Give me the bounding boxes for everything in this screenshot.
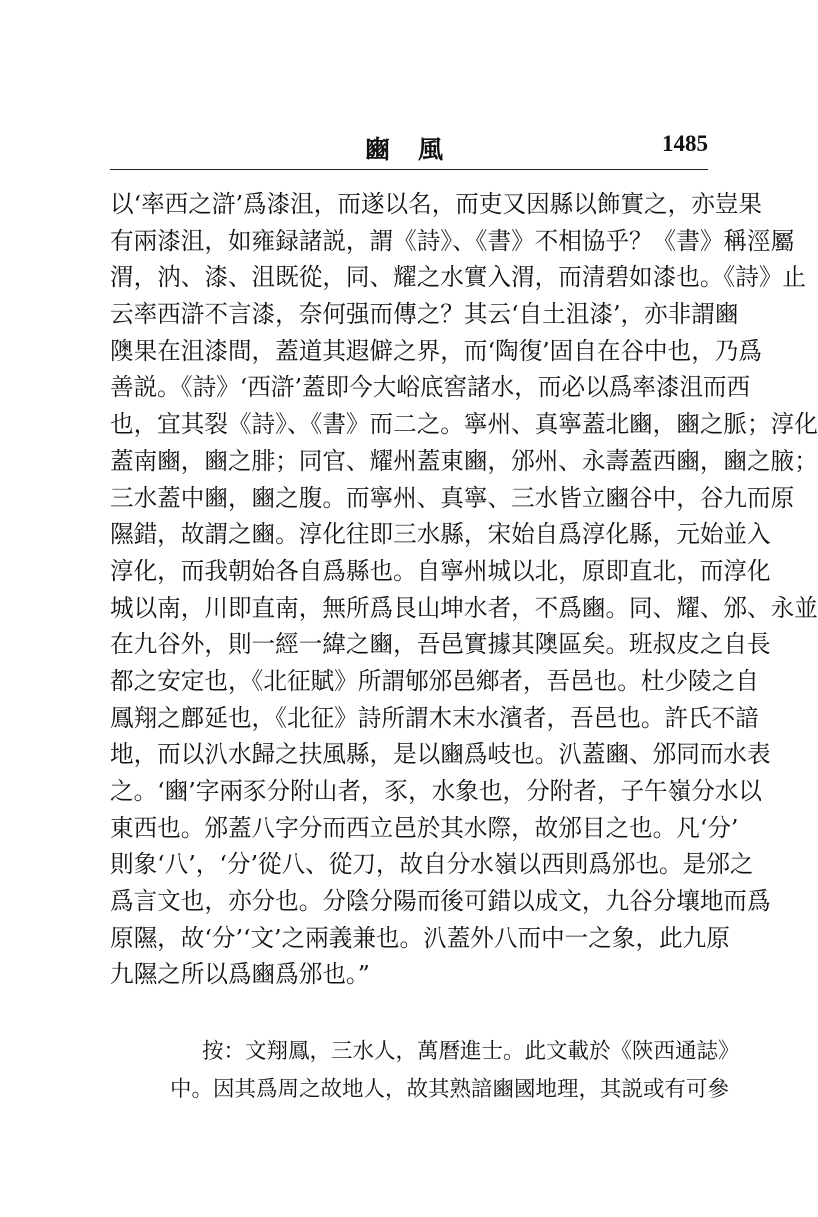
text-line: 隰錯，故謂之豳。淳化往即三水縣，宋始自爲淳化縣，元始並入 <box>110 520 771 549</box>
page-number: 1485 <box>662 131 708 156</box>
text-line: 隩果在沮漆間，蓋道其遐僻之界，而‘陶復’固自在谷中也，乃爲 <box>110 336 763 365</box>
text-line: 也，宜其裂《詩》、《書》而二之。寧州、真寧蓋北豳，豳之脈；淳化 <box>110 410 818 439</box>
editor-note <box>110 1033 740 1109</box>
text-line: 渭，汭、漆、沮既從，同、耀之水實入渭，而清碧如漆也。《詩》止 <box>110 263 807 292</box>
note-line: 按：文翔鳳，三水人，萬曆進士。此文載於《陝西通誌》 <box>202 1039 740 1064</box>
text-line: 在九谷外，則一經一緯之豳，吾邑實據其隩區矣。班叔皮之自長 <box>110 630 771 659</box>
text-line: 城以南，川即直南，無所爲艮山坤水者，不爲豳。同、耀、邠、永並 <box>110 593 818 622</box>
text-line: 之。‘豳’字兩豕分附山者，豕，水象也，分附者，子午嶺分水以 <box>110 777 763 805</box>
text-line: 九隰之所以爲豳爲邠也。” <box>110 960 370 989</box>
text-line: 原隰，故‘分’‘文’之兩義兼也。汃蓋外八而中一之象，此九原 <box>110 923 730 952</box>
text-line: 地，而以汃水歸之扶風縣，是以豳爲岐也。汃蓋豳、邠同而水表 <box>110 740 771 769</box>
text-line: 則象‘八’，‘分’從八、從刀，故自分水嶺以西則爲邠也。是邠之 <box>110 850 754 879</box>
section-title: 豳風 <box>365 135 472 164</box>
text-line: 善説。《詩》‘西滸’蓋即今大峪底窖諸水，而必以爲率漆沮而西 <box>110 373 751 402</box>
text-line: 淳化，而我朝始各自爲縣也。自寧州城以北，原即直北，而淳化 <box>110 556 771 585</box>
text-line: 三水蓋中豳，豳之腹。而寧州、真寧、三水皆立豳谷中，谷九而原 <box>110 483 795 512</box>
text-line: 東西也。邠蓋八字分而西立邑於其水際，故邠目之也。凡‘分’ <box>110 813 739 842</box>
text-line: 爲言文也，亦分也。分陰分陽而後可錯以成文，九谷分壤地而爲 <box>110 887 771 916</box>
text-line: 蓋南豳，豳之腓；同官、耀州蓋東豳，邠州、永壽蓋西豳，豳之腋； <box>110 446 818 475</box>
main-text <box>110 186 818 993</box>
text-line: 以‘率西之滸’爲漆沮，而遂以名，而吏又因縣以飾實之，亦豈果 <box>110 190 763 218</box>
text-line: 有兩漆沮，如雍録諸説，謂《詩》、《書》不相協乎？《書》稱涇屬 <box>110 226 795 255</box>
running-head <box>110 130 708 170</box>
text-line: 云率西滸不言漆，奈何强而傳之？其云‘自土沮漆’，亦非謂豳 <box>110 300 739 329</box>
note-line: 中。因其爲周之故地人，故其熟諳豳國地理，其説或有可參 <box>170 1077 730 1102</box>
header-rule <box>110 169 708 170</box>
text-line: 都之安定也，《北征賦》所謂郇邠邑鄉者，吾邑也。杜少陵之自 <box>110 666 759 695</box>
text-line: 鳳翔之鄜延也，《北征》詩所謂木末水濱者，吾邑也。許氏不諳 <box>110 703 759 732</box>
